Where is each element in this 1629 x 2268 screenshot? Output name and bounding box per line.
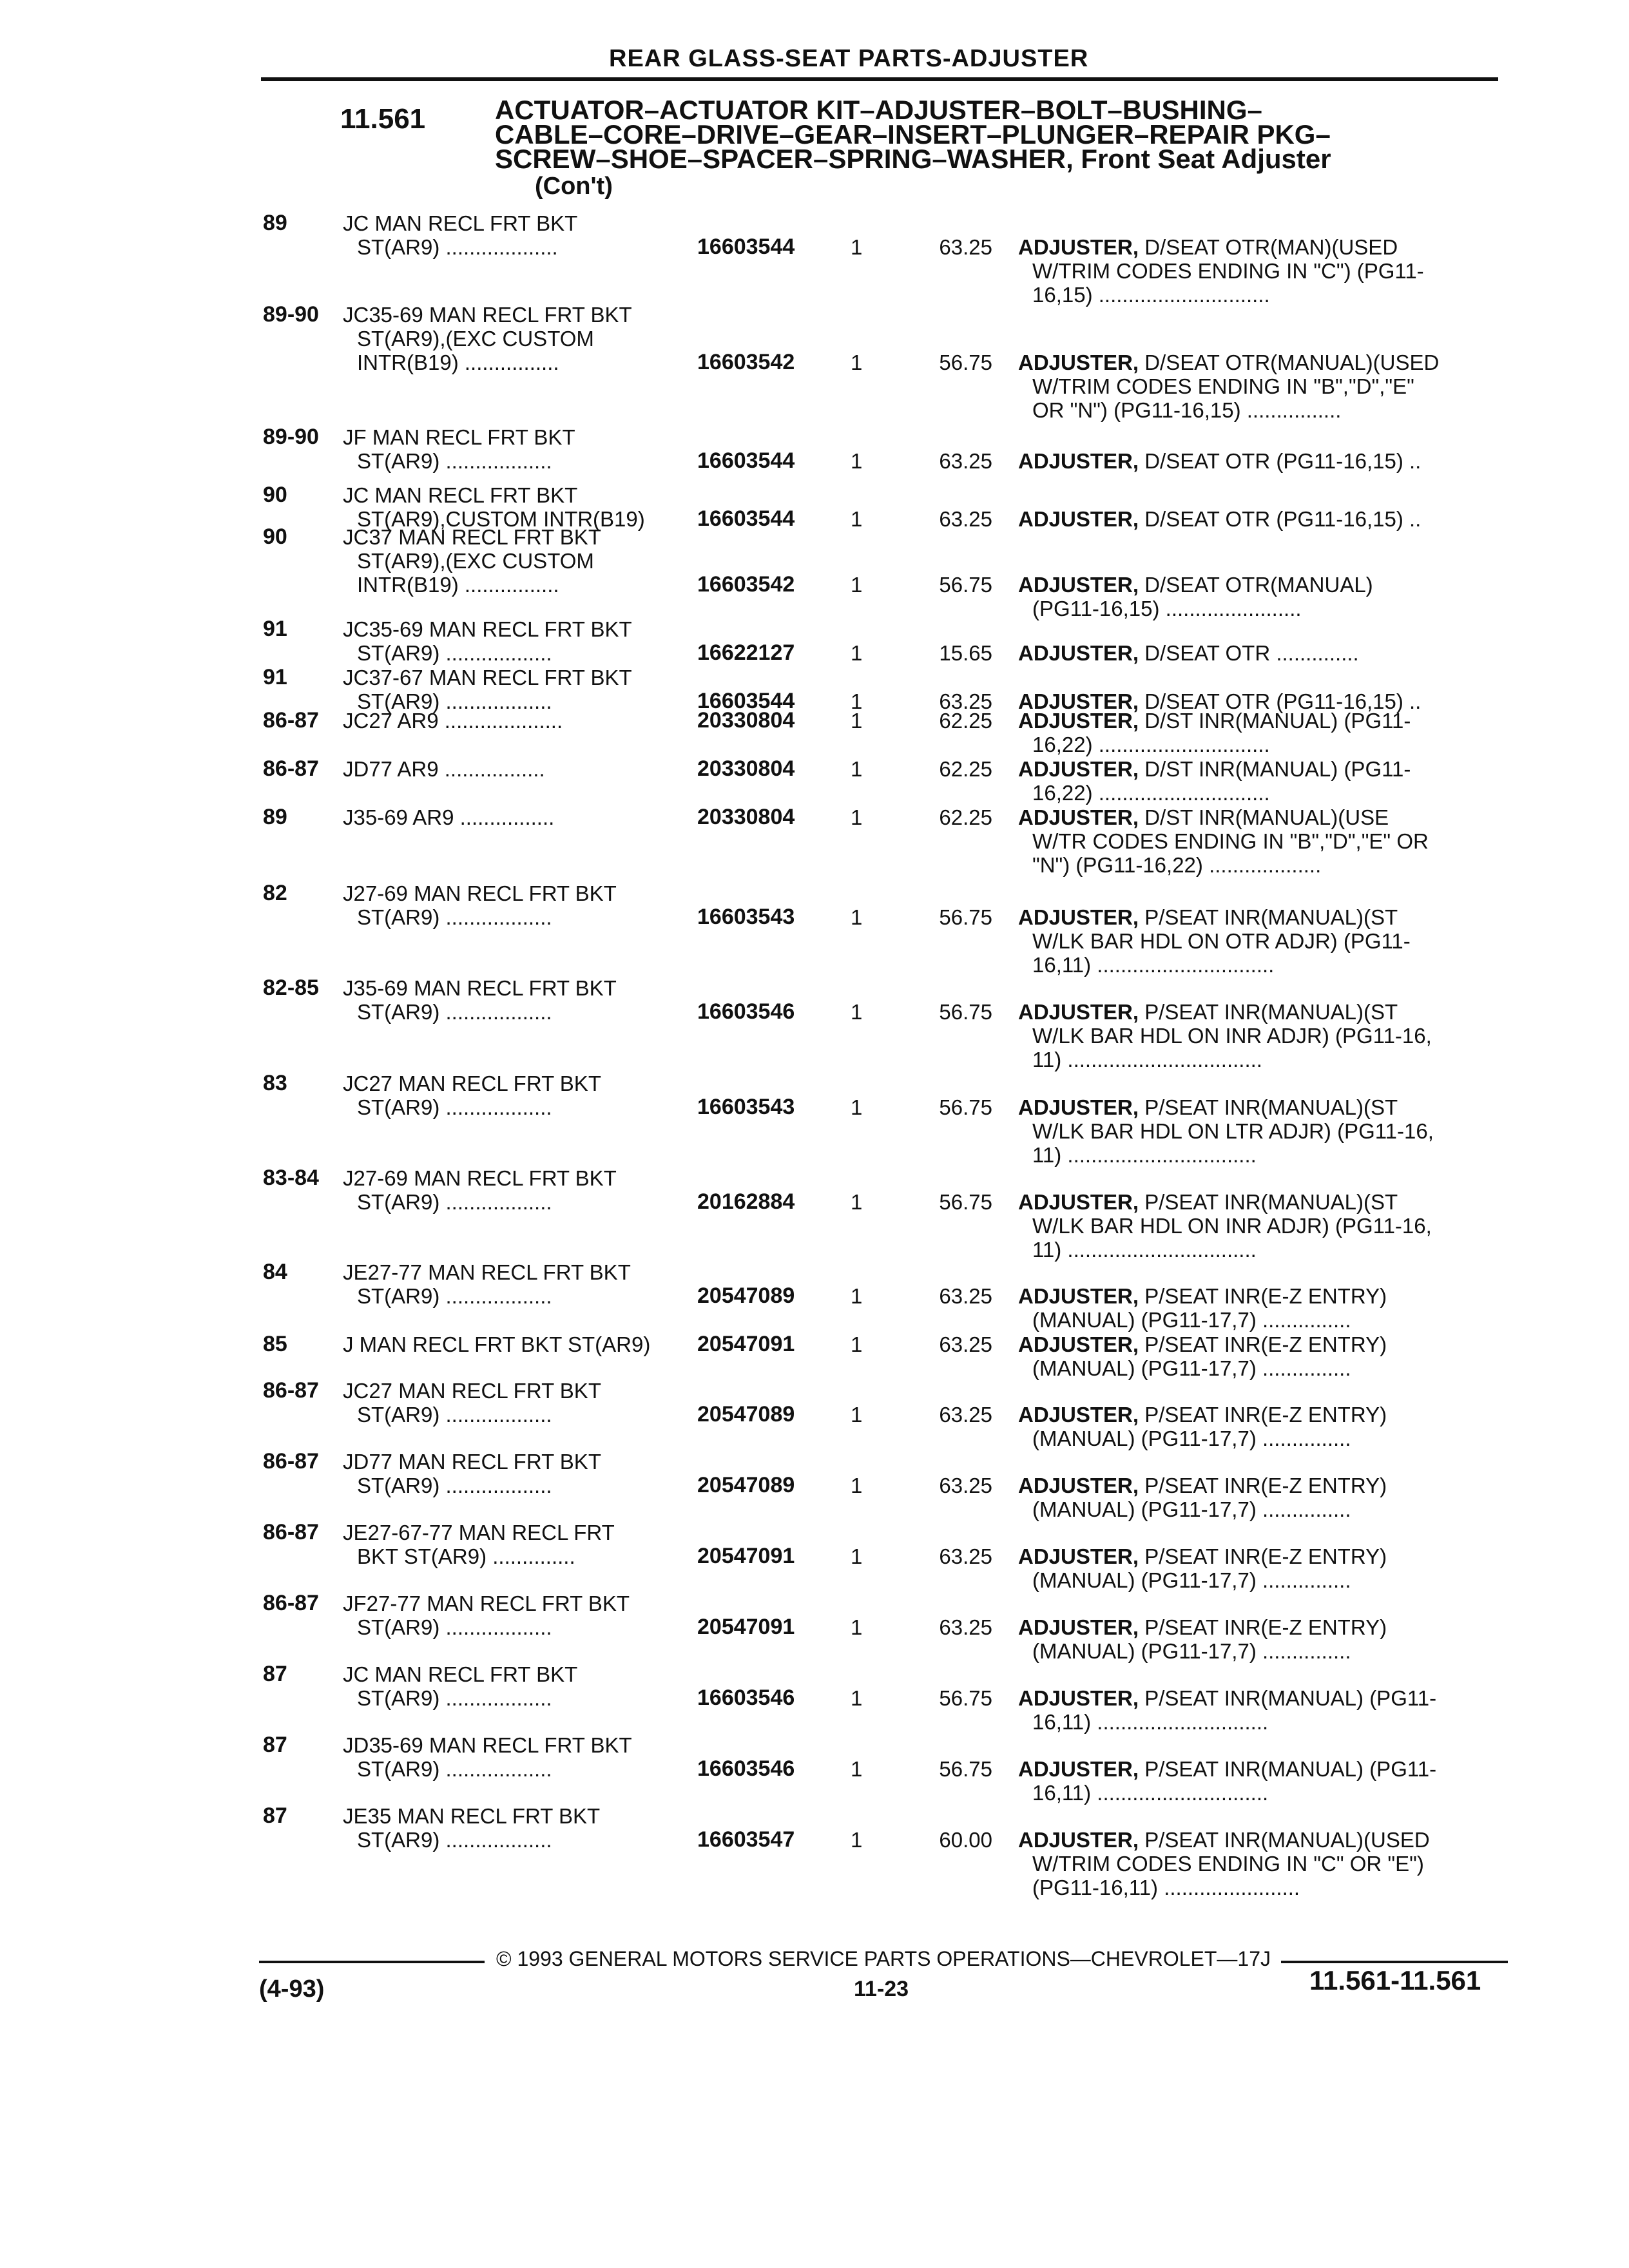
part-name: ADJUSTER, [1018,689,1139,713]
part-description [1018,1332,1495,1380]
part-description-text: P/SEAT INR(MANUAL) (PG11- [1139,1757,1437,1781]
part-name: ADJUSTER, [1018,507,1139,531]
part-description [1018,507,1495,531]
part-description-text: D/SEAT OTR(MANUAL)(USED [1139,351,1440,374]
part-description-line [1018,641,1495,665]
part-description [1018,1000,1495,1072]
quantity: 1 [851,1000,863,1024]
model-year: 86-87 [263,1591,319,1615]
model-description [343,303,684,374]
part-description-line [1018,1828,1495,1852]
part-number: 16603546 [697,1756,795,1781]
model-description-line: ST(AR9) .................. [357,1757,552,1781]
model-year: 89 [263,805,287,829]
part-description-line [1018,1615,1495,1639]
footer-copyright: © 1993 GENERAL MOTORS SERVICE PARTS OPERATIONS—CHEVROLET—17J [496,1947,1271,1970]
part-number: 16603543 [697,905,795,929]
part-description-line: 16,11) .............................. [1032,953,1275,977]
part-description [1018,641,1495,665]
model-description-line: J35-69 MAN RECL FRT BKT [343,976,617,1000]
model-description-line: INTR(B19) ................ [357,351,559,374]
model-year: 83 [263,1071,287,1095]
model-description [343,211,684,259]
part-description-line: W/LK BAR HDL ON LTR ADJR) (PG11-16, [1032,1119,1434,1143]
part-number: 16603544 [697,448,795,473]
quantity: 1 [851,1757,863,1781]
footer-rule-left [259,1961,485,1963]
model-description-line: ST(AR9) .................. [357,1095,552,1119]
model-description [343,1072,684,1119]
part-number: 20547089 [697,1473,795,1497]
footer-date: (4-93) [259,1975,325,2003]
price: 63.25 [939,449,992,473]
part-number: 20330804 [697,756,795,781]
model-year: 87 [263,1803,287,1828]
part-description-line: (PG11-16,15) ....................... [1032,597,1302,620]
part-description [1018,573,1495,620]
part-description-line [1018,573,1495,597]
model-year: 89-90 [263,425,319,449]
model-description [343,1804,684,1852]
model-description-line: ST(AR9) .................. [357,1828,552,1852]
model-description [343,525,684,597]
part-name: ADJUSTER, [1018,805,1139,829]
model-description-line: ST(AR9) .................. [357,1000,552,1024]
quantity: 1 [851,235,863,259]
part-description-text: P/SEAT INR(E-Z ENTRY) [1139,1284,1387,1308]
model-description-line: JF MAN RECL FRT BKT [343,425,575,449]
part-description-line: (MANUAL) (PG11-17,7) ............... [1032,1427,1351,1450]
part-description-text: P/SEAT INR(MANUAL)(USED [1139,1828,1430,1852]
part-description-line [1018,1474,1495,1497]
part-description-line: W/LK BAR HDL ON OTR ADJR) (PG11- [1032,929,1411,953]
quantity: 1 [851,1544,863,1568]
footer-rule-right [1281,1961,1508,1963]
part-description-text: P/SEAT INR(E-Z ENTRY) [1139,1403,1387,1427]
part-description-line: 16,15) ............................. [1032,283,1270,307]
price: 15.65 [939,641,992,665]
part-description-line: W/TRIM CODES ENDING IN "C") (PG11- [1032,259,1424,283]
part-description-line: OR "N") (PG11-16,15) ................ [1032,398,1342,422]
part-description-line: W/LK BAR HDL ON INR ADJR) (PG11-16, [1032,1024,1432,1048]
model-description [343,805,684,829]
part-name: ADJUSTER, [1018,351,1139,374]
model-description-line: JC37-67 MAN RECL FRT BKT [343,666,632,689]
model-description-line: JF27-77 MAN RECL FRT BKT [343,1591,630,1615]
model-year: 86-87 [263,1520,319,1544]
part-description-text: P/SEAT INR(MANUAL)(ST [1139,1095,1398,1119]
part-name: ADJUSTER, [1018,573,1139,597]
part-number: 16603543 [697,1095,795,1119]
price: 63.25 [939,1403,992,1427]
price: 62.25 [939,709,992,733]
part-description-text: D/SEAT OTR (PG11-16,15) .. [1139,689,1422,713]
model-description-line: JC MAN RECL FRT BKT [343,483,578,507]
part-description-line: 16,11) ............................. [1032,1710,1269,1734]
price: 56.75 [939,1686,992,1710]
part-description-text: P/SEAT INR(MANUAL) (PG11- [1139,1686,1437,1710]
part-description [1018,1615,1495,1663]
part-description-line: 16,22) ............................. [1032,733,1270,756]
part-number: 16603544 [697,689,795,713]
model-description-line: ST(AR9) .................. [357,689,552,713]
model-description-line: ST(AR9) .................. [357,1615,552,1639]
model-description [343,757,684,781]
part-description-line [1018,235,1495,259]
quantity: 1 [851,709,863,733]
part-name: ADJUSTER, [1018,641,1139,665]
part-description-line: (MANUAL) (PG11-17,7) ............... [1032,1308,1351,1332]
quantity: 1 [851,1095,863,1119]
quantity: 1 [851,1686,863,1710]
part-description [1018,1284,1495,1332]
model-year: 91 [263,665,287,689]
part-name: ADJUSTER, [1018,1403,1139,1427]
section-title-line-1: ACTUATOR–ACTUATOR KIT–ADJUSTER–BOLT–BUSHING– [495,95,1262,125]
price: 56.75 [939,1095,992,1119]
part-description-line: (PG11-16,11) ....................... [1032,1876,1300,1899]
part-description [1018,235,1495,307]
model-description [343,1260,684,1308]
quantity: 1 [851,1403,863,1427]
price: 63.25 [939,507,992,531]
part-description [1018,1757,1495,1805]
model-description-line: ST(AR9) .................. [357,1284,552,1308]
part-description-line: 11) ................................ [1032,1238,1257,1262]
model-description [343,1450,684,1497]
part-number: 16622127 [697,640,795,665]
part-description-line: W/TRIM CODES ENDING IN "B","D","E" [1032,374,1414,398]
part-description-line: 11) ................................. [1032,1048,1262,1072]
model-description-line: ST(AR9) .................. [357,641,552,665]
part-description [1018,351,1495,422]
part-description-text: D/SEAT OTR(MANUAL) [1139,573,1373,597]
quantity: 1 [851,1190,863,1214]
model-description-line: J35-69 AR9 ................ [343,805,555,829]
price: 56.75 [939,905,992,929]
model-description-line: JE27-67-77 MAN RECL FRT [343,1521,615,1544]
part-number: 20547091 [697,1544,795,1568]
model-description [343,709,684,733]
part-description-line [1018,1095,1495,1119]
part-description [1018,1190,1495,1262]
part-number: 20547091 [697,1332,795,1356]
model-description [343,976,684,1024]
model-year: 87 [263,1733,287,1757]
quantity: 1 [851,507,863,531]
model-description [343,1591,684,1639]
part-description-line: 16,22) ............................. [1032,781,1270,805]
part-number: 20547089 [697,1283,795,1308]
part-name: ADJUSTER, [1018,449,1139,473]
model-year: 82-85 [263,975,319,1000]
quantity: 1 [851,641,863,665]
model-description-line: ST(AR9) .................. [357,449,552,473]
model-description-line: ST(AR9),CUSTOM INTR(B19) [357,507,645,531]
part-description-text: P/SEAT INR(E-Z ENTRY) [1139,1474,1387,1497]
part-name: ADJUSTER, [1018,1000,1139,1024]
model-description [343,1662,684,1710]
part-name: ADJUSTER, [1018,709,1139,733]
quantity: 1 [851,449,863,473]
model-description [343,1379,684,1427]
part-name: ADJUSTER, [1018,1284,1139,1308]
part-description-text: D/SEAT OTR (PG11-16,15) .. [1139,507,1422,531]
quantity: 1 [851,757,863,781]
model-description [343,1521,684,1568]
model-year: 91 [263,617,287,641]
part-description-line [1018,449,1495,473]
part-description-line [1018,1686,1495,1710]
model-description-line: ST(AR9) .................. [357,905,552,929]
part-description-line [1018,709,1495,733]
part-description-text: P/SEAT INR(MANUAL)(ST [1139,905,1398,929]
part-description-line [1018,1403,1495,1427]
price: 56.75 [939,1190,992,1214]
part-description-text: P/SEAT INR(E-Z ENTRY) [1139,1332,1387,1356]
part-number: 16603544 [697,506,795,531]
model-year: 82 [263,881,287,905]
model-description-line: J27-69 MAN RECL FRT BKT [343,881,617,905]
model-description-line: JC27 MAN RECL FRT BKT [343,1072,601,1095]
model-description-line: JC MAN RECL FRT BKT [343,1662,578,1686]
model-year: 86-87 [263,708,319,733]
model-description-line: JE27-77 MAN RECL FRT BKT [343,1260,631,1284]
part-description-text: D/ST INR(MANUAL) (PG11- [1139,709,1411,733]
model-description [343,1166,684,1214]
model-description-line: ST(AR9) .................. [357,1190,552,1214]
model-description-line: ST(AR9) .................. [357,1686,552,1710]
model-description-line: JE35 MAN RECL FRT BKT [343,1804,601,1828]
price: 62.25 [939,805,992,829]
model-description-line: BKT ST(AR9) .............. [357,1544,575,1568]
part-name: ADJUSTER, [1018,1190,1139,1214]
model-year: 85 [263,1332,287,1356]
part-description-text: D/SEAT OTR (PG11-16,15) .. [1139,449,1422,473]
part-description-line: 16,11) ............................. [1032,1781,1269,1805]
model-description-line: INTR(B19) ................ [357,573,559,597]
quantity: 1 [851,1474,863,1497]
part-description [1018,757,1495,805]
part-description [1018,805,1495,877]
model-description-line: JC27 MAN RECL FRT BKT [343,1379,601,1403]
model-description-line: JD77 AR9 ................. [343,757,545,781]
model-description-line: J27-69 MAN RECL FRT BKT [343,1166,617,1190]
part-description-text: P/SEAT INR(MANUAL)(ST [1139,1190,1398,1214]
part-number: 20162884 [697,1189,795,1214]
part-description-line [1018,1544,1495,1568]
part-description-text: D/SEAT OTR(MAN)(USED [1139,235,1398,259]
quantity: 1 [851,1332,863,1356]
part-name: ADJUSTER, [1018,1544,1139,1568]
part-description-line [1018,1757,1495,1781]
quantity: 1 [851,905,863,929]
part-description [1018,1686,1495,1734]
part-description-text: D/ST INR(MANUAL)(USE [1139,805,1389,829]
part-name: ADJUSTER, [1018,1095,1139,1119]
model-year: 90 [263,524,287,549]
part-description-line [1018,1190,1495,1214]
model-year: 86-87 [263,1378,319,1403]
part-description-line: W/TR CODES ENDING IN "B","D","E" OR [1032,829,1429,853]
model-description [343,425,684,473]
part-description-line: (MANUAL) (PG11-17,7) ............... [1032,1639,1351,1663]
part-description-line: W/LK BAR HDL ON INR ADJR) (PG11-16, [1032,1214,1432,1238]
quantity: 1 [851,689,863,713]
part-name: ADJUSTER, [1018,1615,1139,1639]
part-description [1018,1403,1495,1450]
part-name: ADJUSTER, [1018,1757,1139,1781]
section-title-line-2: CABLE–CORE–DRIVE–GEAR–INSERT–PLUNGER–REPAIR PKG– [495,119,1331,149]
part-number: 16603542 [697,572,795,597]
model-description-line: J MAN RECL FRT BKT ST(AR9) [343,1332,651,1356]
part-name: ADJUSTER, [1018,1828,1139,1852]
quantity: 1 [851,351,863,374]
part-description-line: W/TRIM CODES ENDING IN "C" OR "E") [1032,1852,1424,1876]
part-description-line [1018,805,1495,829]
footer-section-range: 11.561-11.561 [1309,1965,1481,1995]
section-number: 11.561 [340,103,426,135]
part-number: 20330804 [697,805,795,829]
model-description [343,1332,684,1356]
part-description [1018,905,1495,977]
model-year: 89-90 [263,302,319,327]
model-description-line: ST(AR9) .................. [357,1474,552,1497]
part-description-line: (MANUAL) (PG11-17,7) ............... [1032,1497,1351,1521]
part-description [1018,709,1495,756]
model-description-line: JC MAN RECL FRT BKT [343,211,578,235]
quantity: 1 [851,805,863,829]
part-description-line: (MANUAL) (PG11-17,7) ............... [1032,1356,1351,1380]
part-description-line [1018,351,1495,374]
section-title-line-3: SCREW–SHOE–SPACER–SPRING–WASHER, Front Seat Adjuster [495,144,1331,174]
part-description-text: D/SEAT OTR .............. [1139,641,1359,665]
part-number: 20547089 [697,1402,795,1427]
part-description-line: "N") (PG11-16,22) ................... [1032,853,1322,877]
model-description [343,617,684,665]
part-description-text: P/SEAT INR(E-Z ENTRY) [1139,1615,1387,1639]
price: 63.25 [939,1615,992,1639]
part-description-line [1018,1284,1495,1308]
model-description [343,1733,684,1781]
model-year: 86-87 [263,1449,319,1474]
part-description [1018,449,1495,473]
part-name: ADJUSTER, [1018,757,1139,781]
price: 63.25 [939,1332,992,1356]
part-description [1018,1095,1495,1167]
model-description-line: JC37 MAN RECL FRT BKT [343,525,601,549]
model-description-line: ST(AR9),(EXC CUSTOM [357,549,594,573]
part-description-text: D/ST INR(MANUAL) (PG11- [1139,757,1411,781]
model-year: 87 [263,1662,287,1686]
model-year: 86-87 [263,756,319,781]
part-name: ADJUSTER, [1018,1332,1139,1356]
part-number: 20330804 [697,708,795,733]
part-description-line [1018,1332,1495,1356]
footer-page-number: 11-23 [854,1977,909,2001]
price: 63.25 [939,1284,992,1308]
price: 63.25 [939,1544,992,1568]
part-description-line: (MANUAL) (PG11-17,7) ............... [1032,1568,1351,1592]
model-description-line: JD35-69 MAN RECL FRT BKT [343,1733,632,1757]
quantity: 1 [851,1284,863,1308]
price: 62.25 [939,757,992,781]
model-description-line: ST(AR9),(EXC CUSTOM [357,327,594,351]
model-year: 90 [263,483,287,507]
part-number: 16603546 [697,999,795,1024]
part-description-text: P/SEAT INR(MANUAL)(ST [1139,1000,1398,1024]
model-description-line: ST(AR9) .................. [357,1403,552,1427]
part-description-line [1018,1000,1495,1024]
part-name: ADJUSTER, [1018,235,1139,259]
quantity: 1 [851,1615,863,1639]
model-description-line: ST(AR9) ................... [357,235,558,259]
price: 56.75 [939,1757,992,1781]
continued-label: (Con't) [535,173,613,200]
model-description [343,483,684,531]
price: 56.75 [939,351,992,374]
price: 56.75 [939,573,992,597]
price: 56.75 [939,1000,992,1024]
part-number: 16603547 [697,1827,795,1852]
part-description-line [1018,905,1495,929]
part-description [1018,1474,1495,1521]
part-description [1018,1828,1495,1899]
price: 63.25 [939,1474,992,1497]
part-description [1018,1544,1495,1592]
model-description-line: JD77 MAN RECL FRT BKT [343,1450,601,1474]
part-name: ADJUSTER, [1018,1686,1139,1710]
part-number: 20547091 [697,1615,795,1639]
price: 60.00 [939,1828,992,1852]
part-description-line: 11) ................................ [1032,1143,1257,1167]
model-description-line: JC35-69 MAN RECL FRT BKT [343,303,632,327]
quantity: 1 [851,573,863,597]
part-number: 16603542 [697,350,795,374]
model-year: 83-84 [263,1166,319,1190]
model-year: 89 [263,211,287,235]
part-description-text: P/SEAT INR(E-Z ENTRY) [1139,1544,1387,1568]
price: 63.25 [939,235,992,259]
part-description-line [1018,757,1495,781]
model-year: 84 [263,1260,287,1284]
part-number: 16603544 [697,235,795,259]
model-description [343,881,684,929]
model-description [343,666,684,713]
part-name: ADJUSTER, [1018,905,1139,929]
page-title: REAR GLASS-SEAT PARTS-ADJUSTER [609,45,1089,72]
price: 63.25 [939,689,992,713]
model-description-line: JC35-69 MAN RECL FRT BKT [343,617,632,641]
part-name: ADJUSTER, [1018,1474,1139,1497]
part-description-line [1018,507,1495,531]
part-number: 16603546 [697,1686,795,1710]
model-description-line: JC27 AR9 .................... [343,709,563,733]
quantity: 1 [851,1828,863,1852]
